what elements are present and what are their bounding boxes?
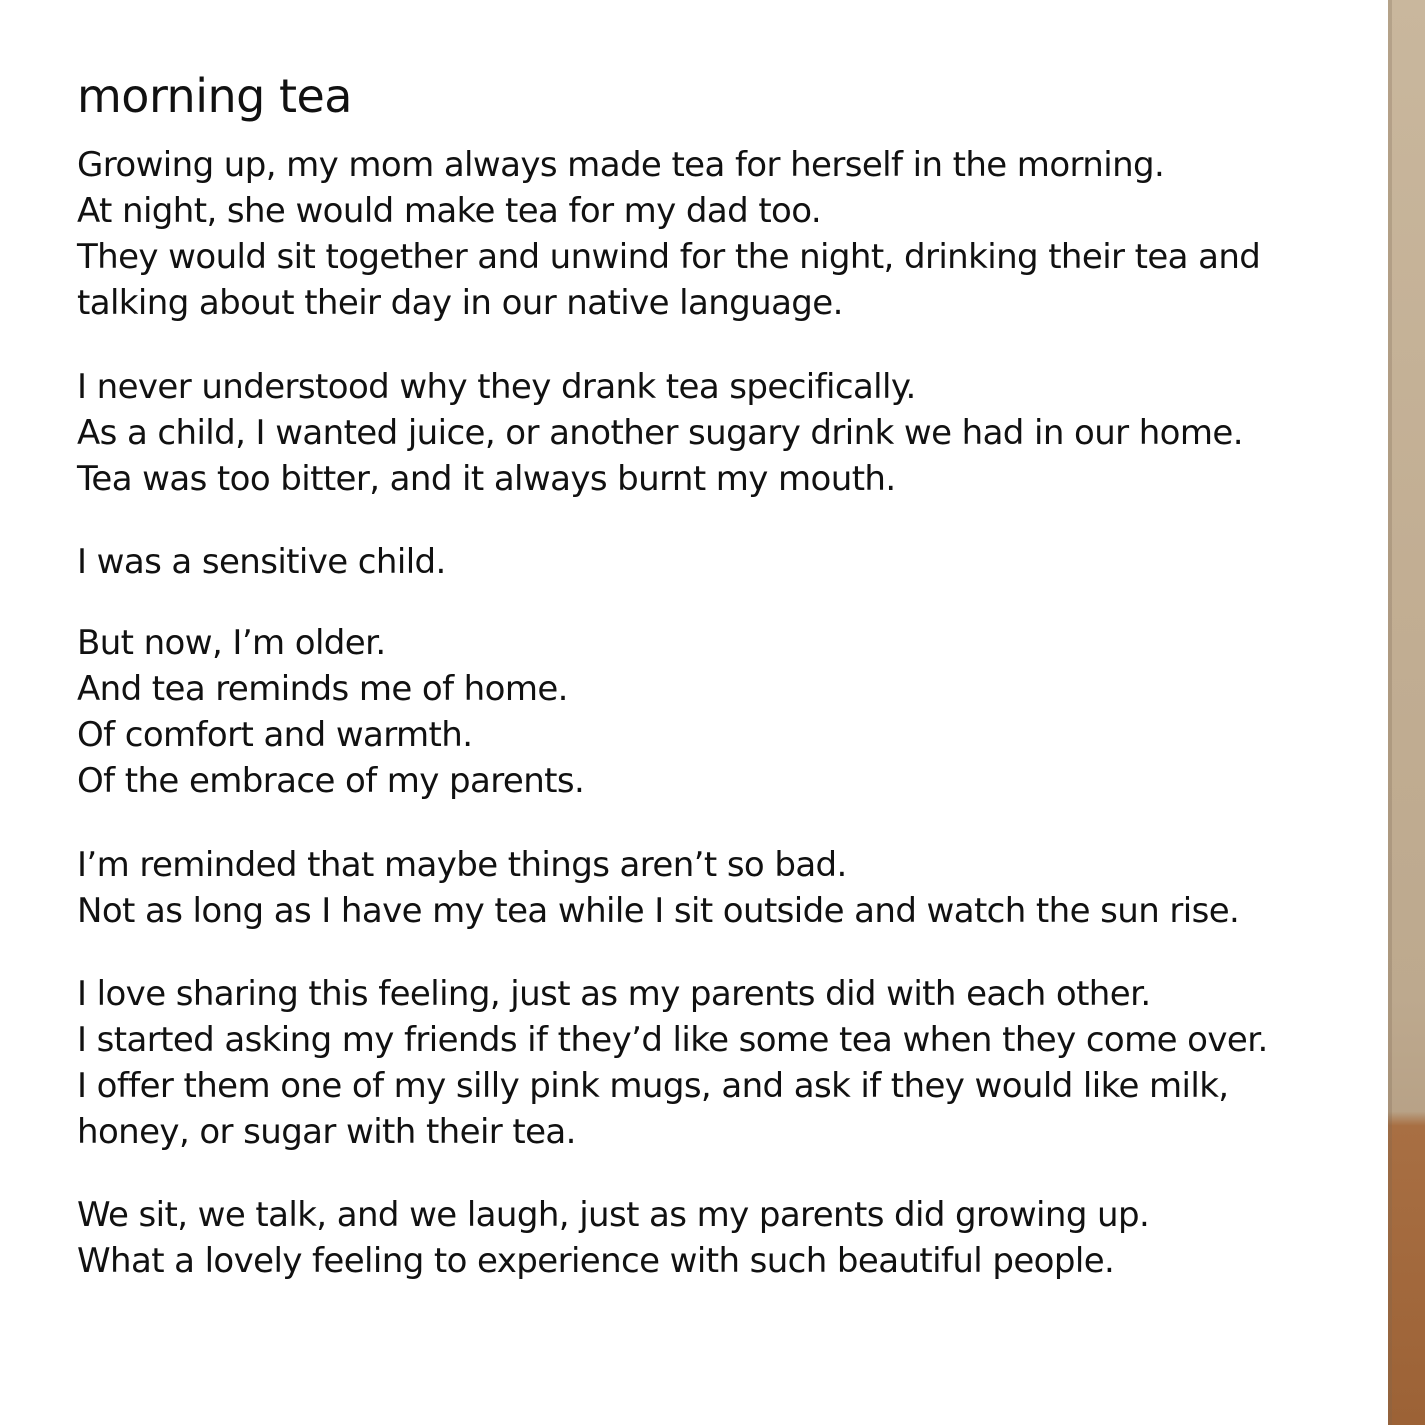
- stanza-3: [77, 539, 446, 585]
- stanza-5: [77, 842, 1239, 934]
- poem-line: I’m reminded that maybe things aren’t so bad.: [77, 845, 847, 885]
- poem-line: They would sit together and unwind for the night, drinking their tea and: [77, 237, 1261, 277]
- stanza-4: [77, 620, 584, 804]
- poem-line: As a child, I wanted juice, or another sugary drink we had in our home.: [77, 413, 1243, 453]
- stanza-6: [77, 971, 1268, 1155]
- poem-title: morning tea: [77, 69, 352, 123]
- poem-line: I never understood why they drank tea specifically.: [77, 367, 916, 407]
- poem-line: honey, or sugar with their tea.: [77, 1112, 576, 1152]
- poem-line: What a lovely feeling to experience with such beautiful people.: [77, 1241, 1115, 1281]
- poem-line: At night, she would make tea for my dad too.: [77, 191, 822, 231]
- poem-line: We sit, we talk, and we laugh, just as my parents did growing up.: [77, 1195, 1150, 1235]
- poem-line: I started asking my friends if they’d like some tea when they come over.: [77, 1020, 1268, 1060]
- stanza-1: [77, 142, 1260, 326]
- stanza-2: [77, 364, 1243, 502]
- poem-line: I was a sensitive child.: [77, 542, 446, 582]
- poem-line: But now, I’m older.: [77, 623, 386, 663]
- poem-line: Of comfort and warmth.: [77, 715, 473, 755]
- poem-line: Not as long as I have my tea while I sit outside and watch the sun rise.: [77, 891, 1240, 931]
- poem-line: Of the embrace of my parents.: [77, 761, 585, 801]
- background-wall-strip: [1388, 0, 1425, 1425]
- poem-line: And tea reminds me of home.: [77, 669, 568, 709]
- poem-line: talking about their day in our native language.: [77, 283, 843, 323]
- poem-line: Growing up, my mom always made tea for herself in the morning.: [77, 145, 1165, 185]
- poem-line: Tea was too bitter, and it always burnt my mouth.: [77, 459, 896, 499]
- stanza-7: [77, 1192, 1149, 1284]
- poem-line: I love sharing this feeling, just as my parents did with each other.: [77, 974, 1151, 1014]
- poem-line: I offer them one of my silly pink mugs, and ask if they would like milk,: [77, 1066, 1229, 1106]
